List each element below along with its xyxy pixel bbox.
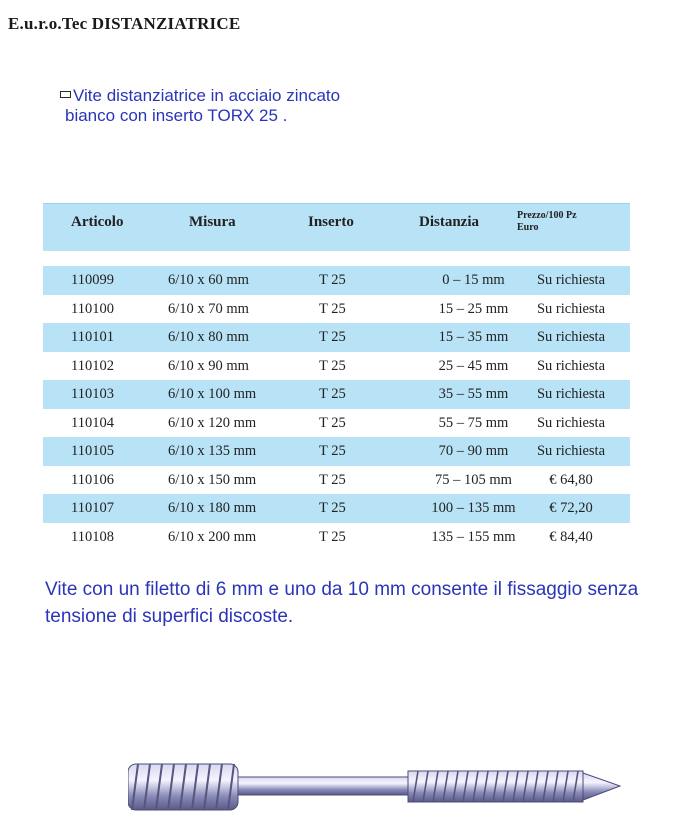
table-row: [43, 323, 630, 352]
cell-misura: 6/10 x 135 mm: [168, 443, 257, 459]
cell-prezzo: Su richiesta: [536, 329, 606, 345]
table-row: [43, 494, 630, 523]
screw-image: [128, 740, 628, 825]
table-row: [43, 266, 630, 295]
table-row: [43, 437, 630, 466]
description-line-1: Vite con un filetto di 6 mm e uno da 10 mm consente il fissaggio senza: [45, 579, 639, 600]
cell-prezzo: Su richiesta: [536, 386, 606, 402]
cell-inserto: T 25: [319, 329, 346, 345]
cell-inserto: T 25: [319, 443, 346, 459]
cell-distanzia: 75 – 105 mm: [435, 471, 512, 488]
cell-inserto: T 25: [319, 500, 346, 516]
cell-distanzia: 135 – 155 mm: [431, 528, 516, 545]
bullet-icon: [60, 91, 71, 98]
cell-articolo: 110102: [71, 357, 114, 374]
cell-inserto: T 25: [319, 471, 346, 488]
header-inserto: Inserto: [308, 214, 354, 230]
cell-misura: 6/10 x 80 mm: [168, 329, 249, 345]
cell-inserto: T 25: [319, 414, 346, 431]
product-intro: [60, 86, 340, 126]
header-prezzo-line2: Euro: [517, 222, 539, 233]
intro-line-2: bianco con inserto TORX 25 .: [65, 106, 288, 125]
cell-inserto: T 25: [319, 528, 346, 545]
cell-articolo: 110105: [71, 443, 114, 459]
intro-text-1: Vite distanziatrice in acciaio zincato: [73, 86, 341, 105]
cell-inserto: T 25: [319, 300, 346, 317]
cell-articolo: 110108: [71, 528, 114, 545]
cell-misura: 6/10 x 90 mm: [168, 357, 249, 374]
cell-misura: 6/10 x 60 mm: [168, 272, 249, 288]
cell-prezzo: € 84,40: [549, 528, 593, 545]
cell-misura: 6/10 x 150 mm: [168, 471, 257, 488]
cell-prezzo: € 64,80: [549, 471, 593, 488]
header-articolo: Articolo: [71, 214, 124, 230]
cell-articolo: 110100: [71, 300, 114, 317]
page-title: E.u.r.o.Tec DISTANZIATRICE: [8, 14, 241, 33]
cell-prezzo: € 72,20: [549, 500, 593, 516]
cell-distanzia: 100 – 135 mm: [431, 500, 516, 516]
cell-distanzia: 35 – 55 mm: [438, 386, 509, 402]
table-row: [43, 352, 630, 381]
product-description: [45, 576, 700, 630]
header-distanzia: Distanzia: [419, 214, 479, 230]
cell-articolo: 110101: [71, 329, 114, 345]
table-row: [43, 380, 630, 409]
cell-distanzia: 70 – 90 mm: [438, 443, 509, 459]
cell-distanzia: 15 – 35 mm: [438, 329, 509, 345]
table-gap: [43, 251, 630, 266]
table-row: [43, 409, 630, 438]
cell-distanzia: 25 – 45 mm: [438, 357, 509, 374]
cell-articolo: 110106: [71, 471, 114, 488]
cell-articolo: 110107: [71, 500, 114, 516]
header-prezzo-line1: Prezzo/100 Pz: [517, 210, 577, 221]
cell-articolo: 110104: [71, 414, 114, 431]
header-misura: Misura: [189, 214, 236, 230]
cell-distanzia: 15 – 25 mm: [438, 300, 509, 317]
cell-misura: 6/10 x 120 mm: [168, 414, 257, 431]
cell-misura: 6/10 x 200 mm: [168, 528, 257, 545]
table-row: [43, 523, 630, 552]
cell-articolo: 110103: [71, 386, 114, 402]
cell-misura: 6/10 x 180 mm: [168, 500, 257, 516]
table-row: [43, 295, 630, 324]
cell-misura: 6/10 x 100 mm: [168, 386, 257, 402]
header-prezzo: [517, 210, 577, 234]
cell-inserto: T 25: [319, 386, 346, 402]
cell-prezzo: Su richiesta: [536, 300, 606, 317]
cell-misura: 6/10 x 70 mm: [168, 300, 249, 317]
cell-articolo: 110099: [71, 272, 114, 288]
cell-distanzia: 55 – 75 mm: [438, 414, 509, 431]
table-header: [43, 203, 630, 251]
cell-inserto: T 25: [319, 357, 346, 374]
product-table: [43, 203, 630, 551]
cell-distanzia: 0 – 15 mm: [442, 272, 505, 288]
table-row: [43, 466, 630, 495]
description-line-2: tensione di superfici discoste.: [45, 606, 294, 627]
cell-prezzo: Su richiesta: [536, 357, 606, 374]
table-body: [43, 266, 630, 551]
cell-inserto: T 25: [319, 272, 346, 288]
intro-line-1: [60, 86, 340, 106]
cell-prezzo: Su richiesta: [536, 443, 606, 459]
cell-prezzo: Su richiesta: [536, 414, 606, 431]
cell-prezzo: Su richiesta: [536, 272, 606, 288]
